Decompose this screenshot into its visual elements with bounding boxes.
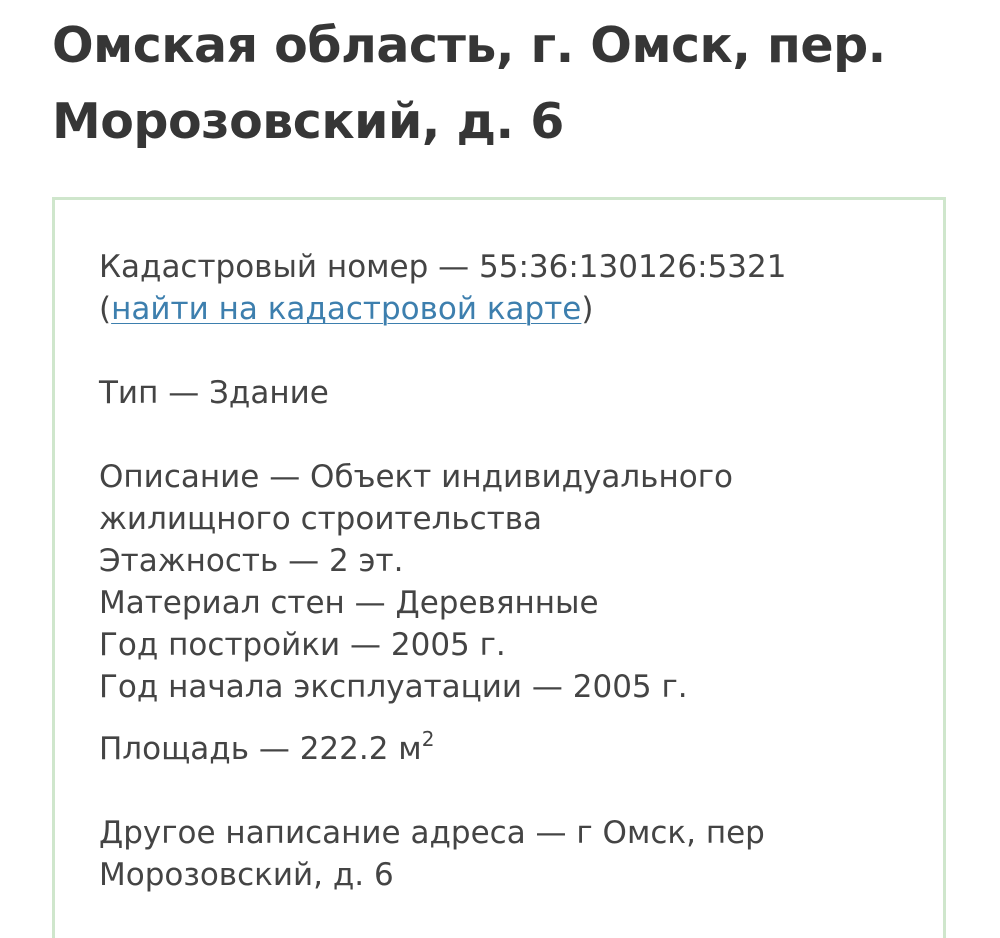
wall-material: Материал стен — Деревянные	[99, 585, 599, 621]
page-title	[52, 8, 982, 160]
operation-start-year: Год начала эксплуатации — 2005 г.	[99, 669, 688, 705]
description-line-1: Описание — Объект индивидуального	[99, 459, 733, 495]
construction-year: Год постройки — 2005 г.	[99, 627, 506, 663]
cadastral-number: Кадастровый номер — 55:36:130126:5321	[99, 249, 787, 285]
area-text: Площадь — 222.2 м	[99, 731, 422, 767]
type-section	[99, 372, 919, 414]
area-value	[99, 728, 919, 770]
link-paren-open: (	[99, 291, 112, 327]
alt-address-line-2: Морозовский, д. 6	[99, 857, 394, 893]
alt-address-line-1: Другое написание адреса — г Омск, пер	[99, 815, 765, 851]
cadastral-section	[99, 246, 919, 330]
floors-count: Этажность — 2 эт.	[99, 543, 404, 579]
link-paren-close: )	[581, 291, 594, 327]
area-unit-superscript: 2	[421, 727, 435, 751]
property-info-body	[99, 246, 919, 938]
find-on-cadastral-map-link[interactable]: найти на кадастровой карте	[111, 291, 582, 327]
page-title-line-1: Омская область, г. Омск, пер.	[52, 17, 886, 74]
building-type: Тип — Здание	[99, 375, 329, 411]
property-info-card	[52, 197, 946, 938]
details-section	[99, 456, 919, 708]
alt-address-section	[99, 812, 919, 896]
area-section	[99, 728, 919, 770]
cadastral-map-link-row	[99, 288, 919, 330]
description-line-2: жилищного строительства	[99, 501, 543, 537]
page-title-line-2: Морозовский, д. 6	[52, 93, 564, 150]
